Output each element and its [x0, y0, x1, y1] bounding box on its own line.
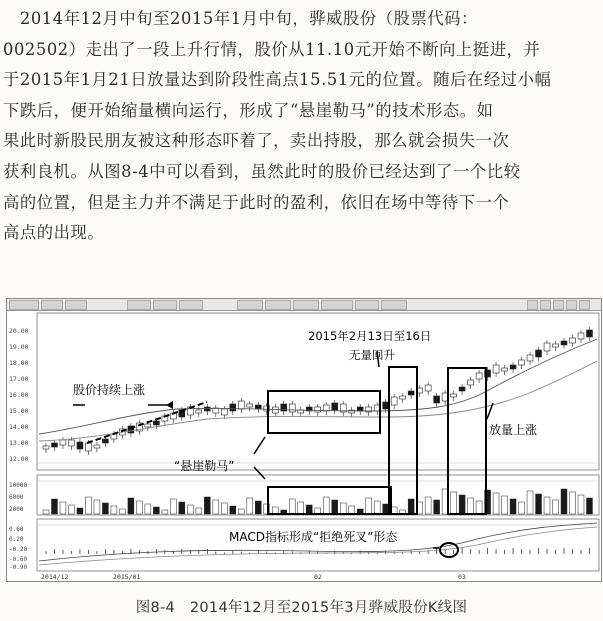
volume-bar [230, 506, 236, 514]
candle-body [230, 404, 236, 411]
candle-body [315, 407, 321, 412]
paragraph-line: 2014年12月中旬至2015年1月中旬，骅威股份（股票代码： [3, 9, 479, 28]
candle-body [221, 409, 227, 415]
volume-bar [196, 508, 202, 514]
volume-bar [51, 499, 57, 514]
paragraph-line: 获利良机。从图8-4中可以看到，虽然此时的股价已经达到了一个比较 [3, 161, 521, 181]
candle-body [383, 402, 389, 409]
candle-body [578, 333, 584, 339]
candle-body [153, 421, 159, 425]
volume-bar [85, 497, 91, 514]
y-tick-label: 13.00 [9, 439, 29, 447]
volume-bar [349, 506, 355, 514]
date-range-label: 2015年2月13日至16日 [308, 329, 432, 343]
volume-bar [94, 500, 100, 514]
x-tick-label: 02 [314, 573, 322, 581]
volume-bar [323, 497, 329, 514]
volume-bar [213, 500, 219, 514]
candle-body [493, 365, 499, 373]
candle-body [587, 330, 593, 337]
volume-bar [204, 497, 210, 514]
kline-chart-svg [7, 299, 601, 581]
macd-tick-label: -0.20 [9, 546, 28, 553]
volume-bar [587, 498, 593, 514]
candle-body [51, 443, 57, 447]
paragraph-line: 果此时新股民朋友被这种形态吓着了，卖出持股，那么就会损失一次 [3, 131, 510, 151]
candle-body [536, 350, 542, 357]
candle-body [553, 344, 559, 347]
pattern-label: “悬崖勒马” [174, 459, 235, 473]
volume-bar [136, 501, 142, 514]
candle-body [85, 443, 91, 451]
candle-body [238, 401, 244, 409]
volume-bar [298, 502, 304, 514]
candle-body [476, 373, 482, 379]
candle-body [332, 403, 338, 410]
candle-body [391, 397, 397, 405]
y-tick-label: 14.00 [9, 423, 29, 431]
volume-bar [425, 497, 431, 514]
volume-bar [102, 503, 108, 514]
candle-body [289, 404, 295, 412]
volume-bar [561, 489, 567, 514]
volume-bar [340, 503, 346, 514]
candle-body [519, 360, 525, 365]
volume-bar [153, 507, 159, 514]
paragraph-line: 002502）走出了一段上升行情，股价从11.10元开始不断向上挺进，并 [3, 39, 541, 59]
volume-bar [43, 510, 49, 514]
candle-body [527, 355, 533, 361]
x-tick-label: 2014/12 [41, 573, 69, 581]
vol-tick-label: 2000 [9, 506, 24, 513]
candle-body [561, 341, 567, 345]
candle-body [400, 396, 406, 399]
volume-bar [238, 509, 244, 514]
x-tick-label: 03 [458, 573, 466, 581]
kline-figure [6, 298, 602, 582]
volume-bar [578, 495, 584, 514]
paragraph-line: 高的位置，但是主力并不满足于此时的盈利，依旧在场中等待下一个 [3, 192, 510, 212]
volume-bar [145, 504, 151, 514]
volume-bar [170, 499, 176, 514]
no-pullback-label: 无量回升 [349, 348, 395, 362]
volume-bar [553, 500, 559, 514]
vol-tick-label: 10000 [9, 482, 28, 489]
paragraph-line: 下跌后，便开始缩量横向运行，形成了“悬崖勒马”的技术形态。如 [3, 100, 494, 120]
macd-tick-label: 0.60 [9, 526, 24, 533]
volume-bar [391, 507, 397, 514]
candle-body [102, 439, 108, 443]
y-tick-label: 18.00 [9, 359, 29, 367]
candle-body [94, 445, 100, 448]
volume-bar [247, 498, 253, 514]
candle-body [196, 410, 202, 413]
candle-body [272, 407, 278, 413]
candle-body [408, 391, 414, 395]
figure-caption: 图8-4 2014年12月至2015年3月骅威股份K线图 [135, 600, 468, 616]
volume-bar [68, 505, 74, 514]
paragraph-line: 高点的出现。 [3, 223, 105, 243]
candle-body [451, 394, 457, 397]
volume-bar [536, 494, 542, 514]
x-axis [41, 573, 466, 581]
volume-bar [502, 496, 508, 514]
candle-body [510, 365, 516, 369]
candle-body [357, 407, 363, 411]
candle-body [459, 387, 465, 391]
macd-label: MACD指标形成“拒绝死叉”形态 [229, 530, 398, 544]
volume-bar [570, 492, 576, 514]
rise-arrow-head [166, 401, 173, 409]
y-tick-label: 19.00 [9, 343, 29, 351]
body-paragraph [3, 4, 600, 249]
volume-bar [111, 506, 117, 514]
pattern-box-price [268, 391, 380, 433]
candle-body [60, 440, 66, 445]
candle-body [349, 410, 355, 413]
volume-bar [366, 498, 372, 514]
y-tick-label: 17.00 [9, 375, 29, 383]
volume-bar [476, 501, 482, 514]
volume-bar [162, 510, 168, 514]
volume-bar [383, 504, 389, 514]
y-tick-label: 20.00 [9, 327, 29, 335]
candle-body [544, 343, 550, 351]
volume-y-axis [9, 482, 27, 513]
rebound-box [389, 367, 417, 514]
candle-body [425, 385, 431, 391]
macd-tick-label: 0.20 [9, 536, 24, 543]
volume-bar [510, 499, 516, 514]
candle-body [255, 405, 261, 409]
x-tick-label: 2015/01 [113, 573, 141, 581]
candle-body [502, 368, 508, 371]
pattern-pointer [254, 437, 265, 479]
macd-tick-label: -0.90 [9, 564, 28, 571]
candle-body [77, 442, 83, 449]
y-tick-label: 15.00 [9, 407, 29, 415]
volume-bar [493, 493, 499, 514]
volume-bar [77, 508, 83, 514]
volume-bar [468, 498, 474, 514]
volume-bar [519, 502, 525, 514]
vol-tick-label: 6000 [9, 494, 24, 501]
volume-bar [128, 498, 134, 514]
candle-body [434, 396, 440, 403]
candle-body [570, 338, 576, 343]
volume-bar [527, 491, 533, 514]
volume-bar [187, 505, 193, 514]
volume-bar [119, 509, 125, 514]
volume-bar [221, 503, 227, 514]
volume-bar [306, 505, 312, 514]
volume-bar [60, 502, 66, 514]
y-tick-label: 16.00 [9, 391, 29, 399]
candle-body [145, 424, 151, 427]
macd-panel-frame [37, 519, 599, 571]
macd-y-axis [9, 526, 27, 571]
volume-bar [451, 492, 457, 514]
price-y-axis [9, 327, 29, 463]
candle-body [43, 446, 49, 449]
volume-bar [434, 500, 440, 514]
volume-bar [544, 497, 550, 514]
volume-bar [459, 495, 465, 514]
volume-bar [289, 499, 295, 514]
volume-layer [43, 489, 592, 514]
rise-label: 股价持续上涨 [73, 383, 146, 397]
y-tick-label: 12.00 [9, 455, 29, 463]
candle-body [468, 380, 474, 385]
candle-body [247, 404, 253, 407]
volume-bar [272, 507, 278, 514]
volume-bar [255, 501, 261, 514]
volume-bar [408, 499, 414, 514]
volume-up-label: 放量上涨 [489, 423, 538, 437]
volume-bar [179, 502, 185, 514]
macd-tick-label: -0.60 [9, 556, 28, 563]
paragraph-line: 于2015年1月21日放量达到阶段性高点15.51元的位置。随后在经过小幅 [3, 70, 552, 90]
volume-bar [332, 500, 338, 514]
candle-body [68, 440, 74, 446]
candle-body [204, 407, 210, 411]
volume-bar [374, 501, 380, 514]
